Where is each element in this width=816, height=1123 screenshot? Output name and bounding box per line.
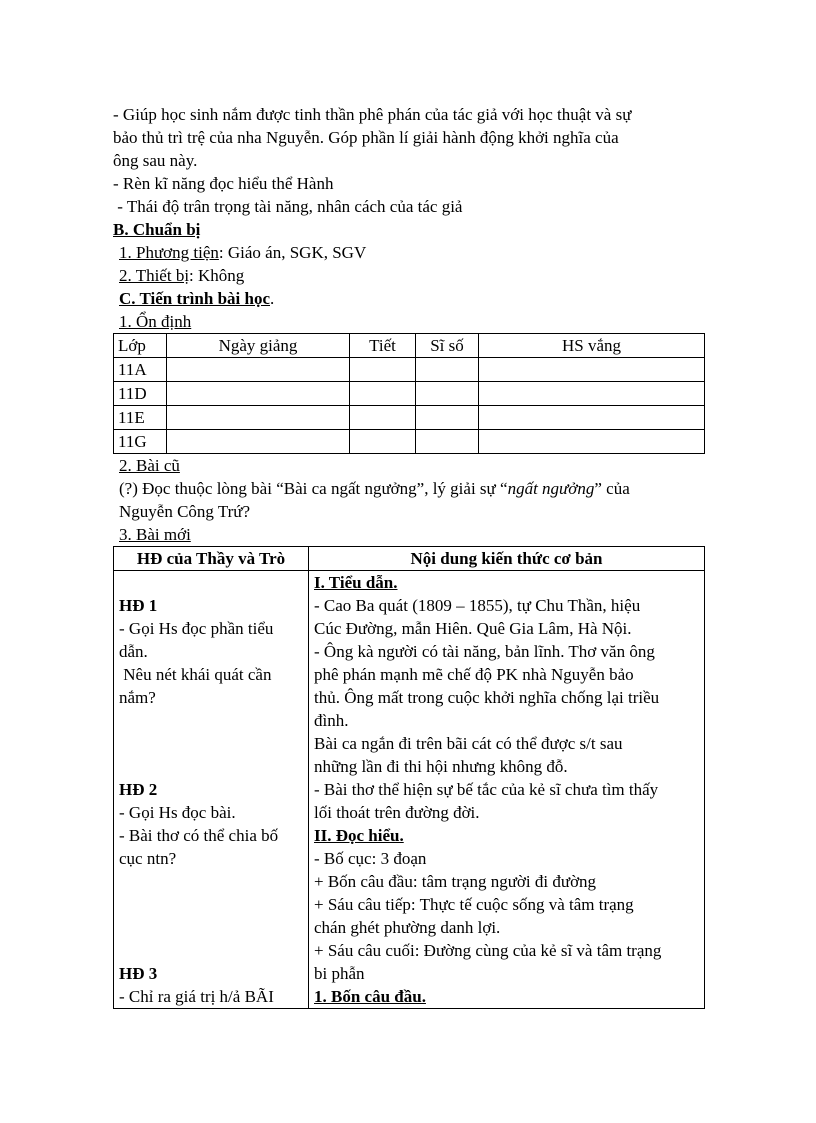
content-heading: II. Đọc hiểu. — [314, 826, 404, 845]
subsection-3-heading — [113, 523, 704, 546]
activity-line: - Gọi Hs đọc phần tiểu — [119, 619, 274, 638]
content-line: Cúc Đường, mẫn Hiên. Quê Gia Lâm, Hà Nội. — [314, 619, 632, 638]
subsection-2-heading — [113, 454, 704, 477]
attendance-header-cell: Tiết — [350, 334, 416, 358]
attendance-header-cell: HS vắng — [479, 334, 705, 358]
content-line: + Sáu câu tiếp: Thực tế cuộc sống và tâm trạng — [314, 895, 634, 914]
prep-item-2-value: : Không — [189, 266, 245, 285]
intro-line: ông sau này. — [113, 151, 198, 170]
content-line: - Bài thơ thể hiện sự bế tắc của kẻ sĩ chưa tìm thấy — [314, 780, 659, 799]
attendance-header-cell: Lớp — [114, 334, 167, 358]
content-line: - Cao Ba quát (1809 – 1855), tự Chu Thần, hiệu — [314, 596, 641, 615]
empty-cell — [479, 406, 705, 430]
table-row — [114, 358, 705, 382]
class-cell: 11E — [114, 406, 167, 430]
subsection-2-title: 2. Bài cũ — [119, 456, 180, 475]
content-line: Bài ca ngắn đi trên bãi cát có thể được s/t sau — [314, 734, 623, 753]
intro-line: - Giúp học sinh nắm được tinh thần phê phán của tác giả với học thuật và sự — [113, 105, 632, 124]
empty-cell — [416, 406, 479, 430]
content-line: những lần đi thi hội nhưng không đỗ. — [314, 757, 568, 776]
class-cell: 11A — [114, 358, 167, 382]
empty-cell — [167, 382, 350, 406]
question-suffix: ” của — [594, 479, 630, 498]
table-row — [114, 571, 705, 1009]
table-row — [114, 382, 705, 406]
table-row — [114, 430, 705, 454]
lesson-header-row — [114, 547, 705, 571]
prep-item-2-label: 2. Thiết bị — [119, 266, 190, 285]
intro-section — [113, 103, 704, 218]
empty-cell — [167, 358, 350, 382]
empty-cell — [350, 382, 416, 406]
activity-line: - Gọi Hs đọc bài. — [119, 803, 236, 822]
activity-line: Nêu nét khái quát cần — [119, 665, 272, 684]
prep-item-2 — [113, 264, 704, 287]
intro-line: - Rèn kĩ năng đọc hiểu thể Hành — [113, 174, 334, 193]
activity-line — [119, 870, 303, 893]
prep-item-1-label: 1. Phương tiện — [119, 243, 219, 262]
teacher-student-activities-cell — [114, 571, 309, 1009]
prep-item-1 — [113, 241, 704, 264]
lesson-header-right: Nội dung kiến thức cơ bản — [309, 547, 705, 571]
activity-line: nắm? — [119, 688, 156, 707]
intro-line: - Thái độ trân trọng tài năng, nhân cách của tác giả — [113, 197, 463, 216]
activity-line: - Bài thơ có thể chia bố — [119, 826, 279, 845]
activity-heading: HĐ 2 — [119, 780, 158, 799]
section-c-title: C. Tiến trình bài học — [119, 289, 270, 308]
activity-line — [119, 916, 303, 939]
content-line: - Ông kà người có tài năng, bản lĩnh. Thơ văn ông — [314, 642, 655, 661]
activity-line — [119, 571, 303, 594]
empty-cell — [416, 430, 479, 454]
prep-item-1-value: : Giáo án, SGK, SGV — [218, 243, 367, 262]
knowledge-content-cell — [309, 571, 705, 1009]
empty-cell — [479, 430, 705, 454]
content-line: đình. — [314, 711, 349, 730]
content-line: lối thoát trên đường đời. — [314, 803, 480, 822]
activity-line — [119, 939, 303, 962]
content-line: - Bố cục: 3 đoạn — [314, 849, 427, 868]
lesson-table — [113, 546, 705, 1009]
lesson-header-left: HĐ của Thầy và Trò — [114, 547, 309, 571]
activity-heading: HĐ 1 — [119, 596, 158, 615]
content-heading: I. Tiểu dẫn. — [314, 573, 398, 592]
section-c-heading — [113, 287, 704, 310]
content-line: thủ. Ông mất trong cuộc khởi nghĩa chống lại triều — [314, 688, 660, 707]
attendance-header-cell: Ngày giảng — [167, 334, 350, 358]
subsection-3-title: 3. Bài mới — [119, 525, 191, 544]
empty-cell — [350, 358, 416, 382]
empty-cell — [416, 382, 479, 406]
activity-line: - Chỉ ra giá trị h/ả BÃI — [119, 987, 274, 1006]
attendance-header-cell: Sĩ số — [416, 334, 479, 358]
content-line: + Sáu câu cuối: Đường cùng của kẻ sĩ và tâm trạng — [314, 941, 662, 960]
class-cell: 11G — [114, 430, 167, 454]
empty-cell — [350, 430, 416, 454]
section-c-title-suffix: . — [270, 289, 275, 308]
activity-line: cục ntn? — [119, 849, 177, 868]
activity-line — [119, 709, 303, 732]
class-cell: 11D — [114, 382, 167, 406]
question-italic: ngất ngưởng — [507, 479, 595, 498]
attendance-header-row — [114, 334, 705, 358]
content-line: chán ghét phường danh lợi. — [314, 918, 501, 937]
section-b-heading — [113, 218, 704, 241]
section-b-title: B. Chuẩn bị — [113, 220, 201, 239]
empty-cell — [167, 406, 350, 430]
attendance-table — [113, 333, 705, 454]
empty-cell — [350, 406, 416, 430]
intro-line: bảo thủ trì trệ của nha Nguyễn. Góp phần lí giải hành động khởi nghĩa của — [113, 128, 619, 147]
old-lesson-question — [113, 477, 704, 500]
activity-line — [119, 893, 303, 916]
document-page — [113, 103, 704, 1009]
empty-cell — [416, 358, 479, 382]
content-line: phê phán mạnh mẽ chế độ PK nhà Nguyễn bảo — [314, 665, 634, 684]
content-line: + Bốn câu đầu: tâm trạng người đi đường — [314, 872, 597, 891]
table-row — [114, 406, 705, 430]
old-lesson-question-line2: Nguyễn Công Trứ? — [119, 502, 251, 521]
activity-line — [119, 732, 303, 755]
subsection-1-heading — [113, 310, 704, 333]
subsection-1-title: 1. Ổn định — [119, 312, 192, 331]
question-prefix: (?) Đọc thuộc lòng bài “Bài ca ngất ngưởng”, lý giải sự “ — [119, 479, 508, 498]
activity-heading: HĐ 3 — [119, 964, 158, 983]
activity-line: dẫn. — [119, 642, 148, 661]
content-heading: 1. Bốn câu đầu. — [314, 987, 426, 1006]
empty-cell — [167, 430, 350, 454]
activity-line — [119, 755, 303, 778]
empty-cell — [479, 358, 705, 382]
content-line: bi phẫn — [314, 964, 365, 983]
empty-cell — [479, 382, 705, 406]
